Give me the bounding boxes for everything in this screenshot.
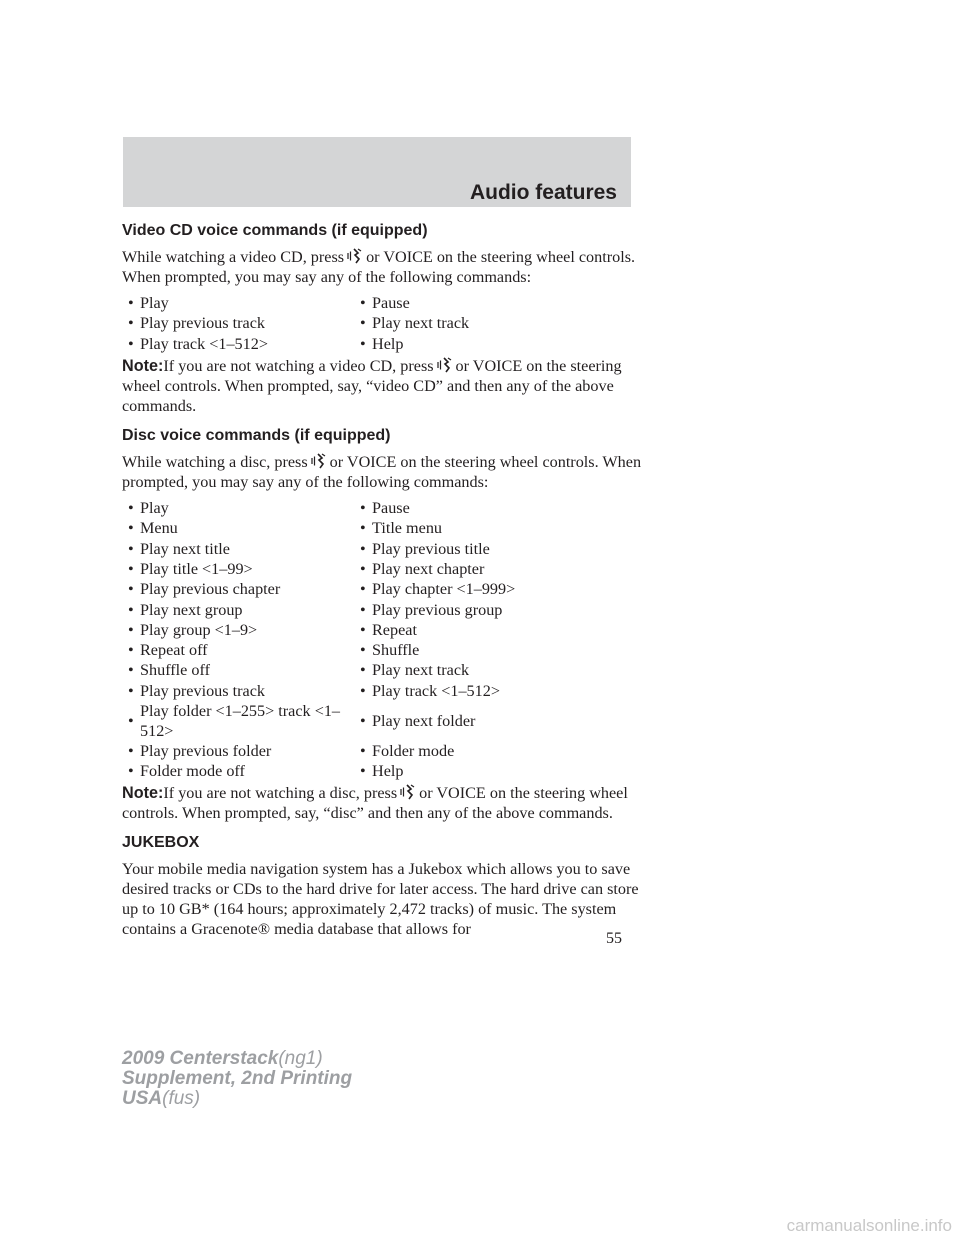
command-item <box>122 313 354 333</box>
command-item <box>122 741 354 761</box>
command-list <box>122 293 642 354</box>
bullet-icon: • <box>360 600 366 619</box>
command-item <box>354 741 614 761</box>
bullet-icon: • <box>128 742 134 760</box>
command-item <box>354 334 614 354</box>
command-item <box>354 518 614 538</box>
bullet-icon: • <box>360 711 366 730</box>
command-text: Play previous track <box>140 681 265 700</box>
note-paragraph <box>122 356 642 416</box>
page-content <box>122 221 642 945</box>
command-text: Play track <1–512> <box>372 681 500 700</box>
note-label: Note: <box>122 784 164 803</box>
bullet-icon: • <box>360 499 366 518</box>
bullet-icon: • <box>128 580 134 599</box>
command-item <box>354 579 614 599</box>
bullet-icon: • <box>128 499 134 518</box>
section-heading: Video CD voice commands (if equipped) <box>122 222 428 239</box>
command-item <box>122 640 354 660</box>
command-item <box>354 640 614 660</box>
bullet-icon: • <box>128 559 134 578</box>
command-text: Play next chapter <box>372 559 485 578</box>
command-item <box>122 681 354 701</box>
command-text: Play <box>140 499 169 518</box>
command-text: Play previous title <box>372 539 490 558</box>
bullet-icon: • <box>128 334 134 353</box>
bullet-icon: • <box>360 559 366 578</box>
footer-text: USA <box>122 1088 163 1109</box>
command-text: Play next track <box>372 314 470 333</box>
command-item <box>122 518 354 538</box>
note-text: If you are not watching a disc, press <box>163 784 398 803</box>
command-text: Play previous chapter <box>140 580 281 599</box>
command-item <box>122 599 354 619</box>
intro-paragraph <box>122 247 642 287</box>
command-text: Help <box>372 762 404 781</box>
bullet-icon: • <box>128 314 134 333</box>
command-text: Title menu <box>372 519 443 538</box>
command-item <box>354 498 614 518</box>
bullet-icon: • <box>360 519 366 538</box>
command-list <box>122 498 642 782</box>
command-item <box>354 313 614 333</box>
voice-command-icon <box>399 784 417 800</box>
command-item <box>354 761 614 781</box>
command-item <box>354 599 614 619</box>
bullet-icon: • <box>360 681 366 700</box>
command-item <box>122 538 354 558</box>
note-paragraph <box>122 783 642 823</box>
command-text: Repeat <box>372 620 417 639</box>
command-item <box>122 701 354 741</box>
command-item <box>354 293 614 313</box>
footer-code: (ng1) <box>278 1048 323 1069</box>
bullet-icon: • <box>128 294 134 313</box>
command-text: Play group <1–9> <box>140 620 258 639</box>
bullet-icon: • <box>128 620 134 639</box>
command-text: Shuffle off <box>140 661 210 680</box>
document-footer <box>122 1049 352 1109</box>
command-text: Pause <box>372 294 410 313</box>
bullet-icon: • <box>360 620 366 639</box>
bullet-icon: • <box>128 711 134 730</box>
command-item <box>122 579 354 599</box>
command-item <box>122 293 354 313</box>
command-item <box>354 681 614 701</box>
section-heading: JUKEBOX <box>122 834 200 852</box>
command-text: Play chapter <1–999> <box>372 580 516 599</box>
voice-command-icon <box>346 248 364 264</box>
command-text: Folder mode off <box>140 762 245 781</box>
voice-command-icon <box>310 453 328 469</box>
footer-text: 2009 Centerstack <box>122 1048 279 1069</box>
command-item <box>354 660 614 680</box>
command-item <box>354 559 614 579</box>
section-heading: Disc voice commands (if equipped) <box>122 426 391 444</box>
command-text: Play next track <box>372 661 470 680</box>
bullet-icon: • <box>128 600 134 619</box>
bullet-icon: • <box>360 580 366 599</box>
bullet-icon: • <box>360 661 366 680</box>
command-text: Folder mode <box>372 742 455 760</box>
command-item <box>122 559 354 579</box>
command-text: Repeat off <box>140 641 208 660</box>
command-text: Play folder <1–255> track <1–512> <box>140 701 341 740</box>
bullet-icon: • <box>128 539 134 558</box>
command-item <box>122 498 354 518</box>
footer-code: (fus) <box>162 1088 201 1109</box>
command-item <box>354 538 614 558</box>
section-header-band <box>123 137 631 207</box>
command-text: Play previous group <box>372 600 503 619</box>
command-item <box>354 620 614 640</box>
watermark: carmanualsonline.info <box>786 1216 952 1235</box>
command-text: Play track <1–512> <box>140 334 268 353</box>
command-text: Play title <1–99> <box>140 559 253 578</box>
command-text: Help <box>372 334 404 353</box>
bullet-icon: • <box>128 762 134 781</box>
section-title: Audio features <box>469 181 617 204</box>
bullet-icon: • <box>128 681 134 700</box>
intro-text: or VOICE on the steering wheel controls. When prompted, you may say any of the following commands: <box>122 248 636 286</box>
command-item <box>122 761 354 781</box>
command-text: Shuffle <box>372 641 420 660</box>
command-item <box>354 701 614 741</box>
note-text: or VOICE on the steering wheel controls. When prompted, say, “disc” and then any of the above commands. <box>122 784 628 823</box>
intro-text: While watching a video CD, press <box>122 248 345 266</box>
command-text: Play <box>140 294 169 313</box>
command-text: Menu <box>140 519 178 538</box>
voice-command-icon <box>436 357 454 373</box>
command-text: Play next title <box>140 539 230 558</box>
command-text: Play next group <box>140 600 243 619</box>
page-number: 55 <box>606 930 622 947</box>
command-text: Play previous track <box>140 314 265 333</box>
command-item <box>122 620 354 640</box>
note-label: Note: <box>122 356 164 375</box>
bullet-icon: • <box>360 334 366 353</box>
bullet-icon: • <box>128 519 134 538</box>
bullet-icon: • <box>360 641 366 660</box>
note-text: If you are not watching a video CD, press <box>163 356 434 375</box>
bullet-icon: • <box>360 539 366 558</box>
intro-text: or VOICE on the steering wheel controls. When prompted, you may say any of the following commands: <box>122 452 642 491</box>
bullet-icon: • <box>360 294 366 313</box>
body-paragraph: Your mobile media navigation system has a Jukebox which allows you to save desired tracks or CDs to the hard drive for later access. The hard drive can store up to 10 GB* (164 hours; approximately 2,472 tracks) of music. The system contains a Gracenote® media database that allows for <box>122 860 639 939</box>
command-item <box>122 334 354 354</box>
command-text: Play previous folder <box>140 742 272 760</box>
bullet-icon: • <box>128 641 134 660</box>
intro-paragraph <box>122 452 642 492</box>
command-text: Play next folder <box>372 711 476 730</box>
command-item <box>122 660 354 680</box>
footer-text: Supplement, 2nd Printing <box>122 1068 353 1089</box>
command-text: Pause <box>372 499 410 518</box>
bullet-icon: • <box>360 762 366 781</box>
bullet-icon: • <box>128 661 134 680</box>
bullet-icon: • <box>360 314 366 333</box>
intro-text: While watching a disc, press <box>122 452 308 471</box>
bullet-icon: • <box>360 742 366 760</box>
note-text: or VOICE on the steering wheel controls. When prompted, say, “video CD” and then any of the above commands. <box>122 356 622 415</box>
